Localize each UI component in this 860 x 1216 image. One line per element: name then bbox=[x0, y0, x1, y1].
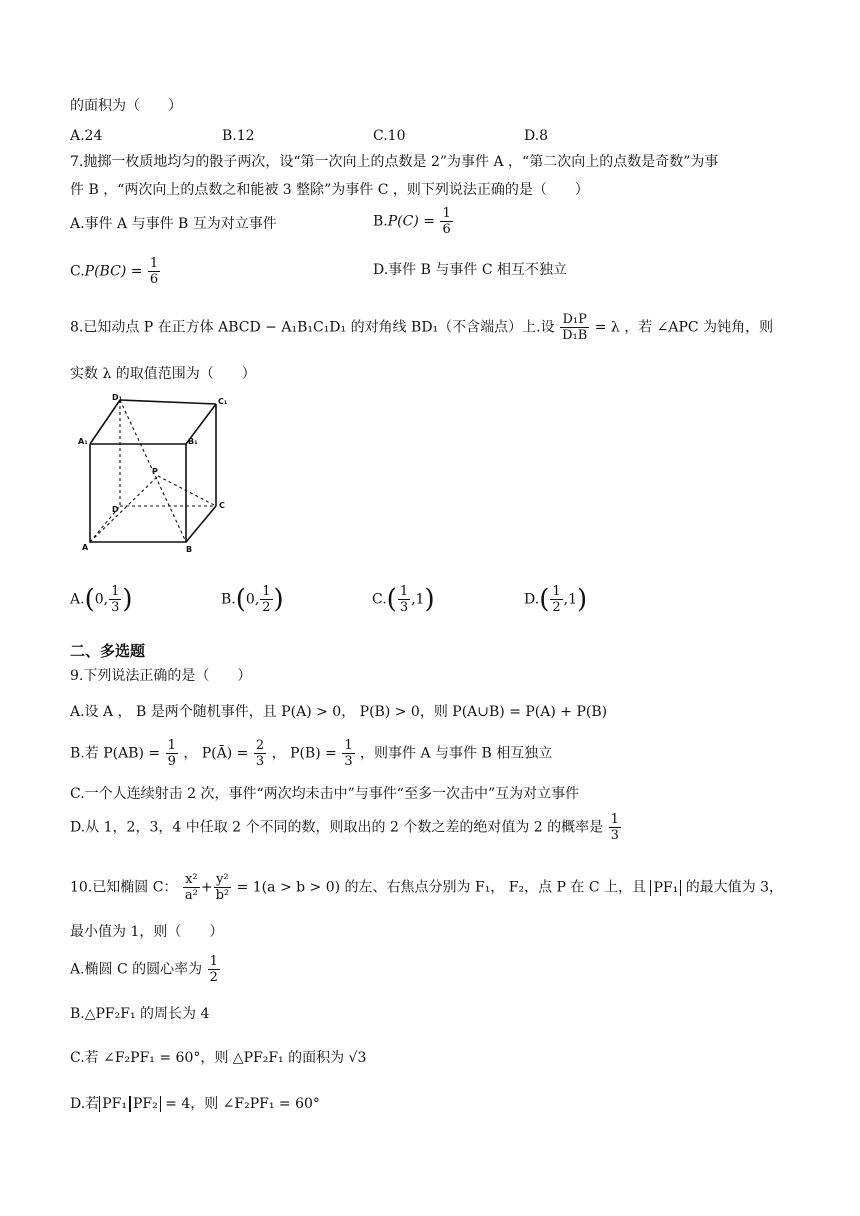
fraction: $\frac{2}{3}$ bbox=[255, 738, 265, 769]
fraction: $\frac{1}{6}$ bbox=[442, 206, 451, 237]
fraction: $\frac{1}{3}$ bbox=[399, 584, 409, 615]
fraction: $\frac{1}{9}$ bbox=[167, 738, 176, 769]
q7-option-d: D.事件 B 与事件 C 相互不独立 bbox=[373, 262, 567, 278]
q7-option-b: B.P(C) = $\frac{1}{6}$ bbox=[373, 206, 451, 237]
q6-option-c: C.10 bbox=[373, 128, 406, 144]
label-c1: C₁ bbox=[218, 397, 228, 406]
cube-figure bbox=[72, 392, 242, 564]
fraction: $\frac{1}{2}$ bbox=[552, 584, 561, 615]
q9-option-a: A.设 A ， B 是两个随机事件，且 P(A) > 0， P(B) > 0，则 P(A∪B) = P(A) + P(B) bbox=[70, 704, 608, 720]
q8-line2: 实数 λ 的取值范围为（ ） bbox=[70, 366, 256, 382]
q10-line2: 最小值为 1，则（ ） bbox=[70, 924, 224, 940]
q8-line1: 8.已知动点 P 在正方体 ABCD − A₁B₁C₁D₁ 的对角线 BD₁（不含端点）上.设 $\frac{\text{D₁P}}{\text{D₁B}}$ = λ ，若 ∠APC 为钝角，则 bbox=[70, 312, 774, 343]
label-a: A bbox=[82, 543, 89, 552]
q9-option-c: C.一个人连续射击 2 次，事件“两次均未击中”与事件“至多一次击中”互为对立事件 bbox=[70, 786, 580, 802]
q6-option-a: A.24 bbox=[70, 128, 103, 144]
q10-option-d: D.若 PF₁ PF₂ = 4，则 ∠F₂PF₁ = 60° bbox=[70, 1096, 320, 1112]
label-b1: B₁ bbox=[188, 437, 198, 446]
label-c: C bbox=[219, 501, 225, 510]
label-d: D bbox=[112, 505, 119, 514]
fraction: $\frac{\text{D₁P}}{\text{D₁B}}$ bbox=[562, 312, 588, 343]
fraction: $\frac{\text{x²}}{\text{a²}}$ bbox=[184, 872, 198, 903]
q10-line1: 10.已知椭圆 C： $\frac{\text{x²}}{\text{a²}}$ + $\frac{\text{y²}}{\text{b²}}$ = 1(a > b > 0) 的左、右焦点分别为 F₁， F₂，点 P 在 C 上，且 PF₁ 的最大值为 3， bbox=[70, 872, 784, 903]
fraction: $\frac{1}{6}$ bbox=[149, 256, 159, 287]
label-d1: D₁ bbox=[112, 393, 123, 402]
fraction: $\frac{1}{3}$ bbox=[111, 584, 120, 615]
q8-option-a: A.(0, $\frac{1}{3}$ ) bbox=[70, 584, 133, 615]
q6-option-b: B.12 bbox=[222, 128, 255, 144]
fraction: $\frac{\text{y²}}{\text{b²}}$ bbox=[215, 872, 230, 903]
q6-option-d: D.8 bbox=[524, 128, 549, 144]
q9-option-d: D.从 1，2，3，4 中任取 2 个不同的数，则取出的 2 个数之差的绝对值为 2 的概率是 $\frac{1}{3}$ bbox=[70, 812, 619, 843]
fraction: $\frac{1}{3}$ bbox=[344, 738, 353, 769]
q7-option-c: C.P(BC) = $\frac{1}{6}$ bbox=[70, 256, 159, 287]
q9-option-b: B.若 P(AB) = $\frac{1}{9}$ ， P(Ā) = $\frac{2}{3}$ ， P(B) = $\frac{1}{3}$ ，则事件 A 与事件 B 相互独立 bbox=[70, 738, 553, 769]
q10-option-a: A.椭圆 C 的圆心率为 $\frac{1}{2}$ bbox=[70, 954, 218, 985]
q8-option-d: D.( $\frac{1}{2}$ ,1) bbox=[524, 584, 588, 615]
q9-stem: 9.下列说法正确的是（ ） bbox=[70, 668, 252, 684]
label-b: B bbox=[186, 545, 193, 554]
q7-line1: 7.抛掷一枚质地均匀的骰子两次，设“第一次向上的点数是 2”为事件 A ，“第二次向上的点数是奇数”为事 bbox=[70, 154, 719, 170]
q7-option-a: A.事件 A 与事件 B 互为对立事件 bbox=[70, 216, 277, 232]
q10-option-c: C.若 ∠F₂PF₁ = 60°，则 △PF₂F₁ 的面积为 √3 bbox=[70, 1050, 367, 1066]
label-p: P bbox=[152, 467, 158, 476]
fraction: $\frac{1}{2}$ bbox=[262, 584, 271, 615]
q8-option-c: C.( $\frac{1}{3}$ ,1) bbox=[372, 584, 435, 615]
q6-tail: 的面积为（ ） bbox=[70, 98, 182, 114]
fraction: $\frac{1}{2}$ bbox=[209, 954, 218, 985]
q10-option-b: B.△PF₂F₁ 的周长为 4 bbox=[70, 1006, 210, 1022]
fraction: $\frac{1}{3}$ bbox=[610, 812, 619, 843]
q7-line2: 件 B ，“两次向上的点数之和能被 3 整除”为事件 C ，则下列说法正确的是（ ） bbox=[70, 182, 589, 198]
q8-option-b: B.(0, $\frac{1}{2}$ ) bbox=[221, 584, 284, 615]
label-a1: A₁ bbox=[78, 437, 88, 446]
section-heading: 二、多选题 bbox=[70, 642, 146, 660]
